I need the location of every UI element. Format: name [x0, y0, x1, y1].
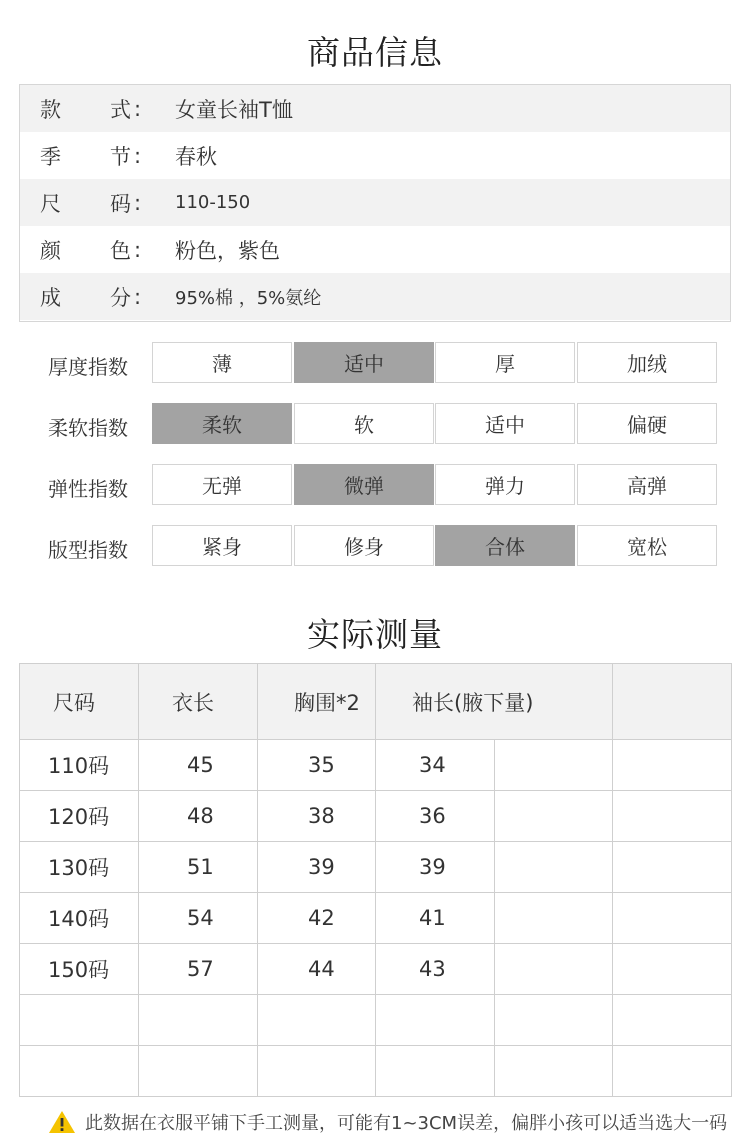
table-cell: 130码 — [20, 842, 139, 893]
table-cell — [613, 740, 732, 791]
table-row — [20, 944, 732, 995]
table-cell — [495, 893, 613, 944]
table-cell: 54 — [139, 893, 258, 944]
index-option: 厚 — [435, 342, 575, 383]
table-cell: 34 — [376, 740, 495, 791]
table-cell: 48 — [139, 791, 258, 842]
table-cell: 44 — [258, 944, 376, 995]
info-key-char-2: 色 — [110, 238, 131, 263]
table-cell — [376, 1046, 495, 1097]
index-label: 弹性指数 — [48, 477, 128, 501]
table-cell: 43 — [376, 944, 495, 995]
table-row — [20, 791, 732, 842]
table-row — [20, 1046, 732, 1097]
table-cell — [495, 1046, 613, 1097]
header-empty — [613, 664, 732, 740]
index-option: 薄 — [152, 342, 292, 383]
info-row-style — [20, 85, 730, 132]
table-cell: 35 — [258, 740, 376, 791]
table-cell — [495, 944, 613, 995]
index-option: 无弹 — [152, 464, 292, 505]
info-key-char-2: 分 — [110, 285, 131, 310]
measurement-title: 实际测量 — [307, 615, 443, 654]
thickness-index-row — [0, 342, 750, 384]
table-cell: 45 — [139, 740, 258, 791]
table-cell: 36 — [376, 791, 495, 842]
table-header-row — [20, 664, 732, 740]
index-option: 弹力 — [435, 464, 575, 505]
table-cell — [376, 995, 495, 1046]
table-cell: 38 — [258, 791, 376, 842]
elasticity-index-row — [0, 464, 750, 506]
table-row — [20, 893, 732, 944]
info-key-char-1: 颜 — [40, 238, 61, 263]
warning-icon — [48, 1110, 76, 1134]
index-option: 修身 — [294, 525, 434, 566]
info-row-material — [20, 273, 730, 320]
index-label: 版型指数 — [48, 538, 128, 562]
info-key-char-1: 尺 — [40, 191, 61, 216]
table-cell: 39 — [376, 842, 495, 893]
header-sleeve: 袖长(腋下量) — [376, 664, 613, 740]
table-cell: 110码 — [20, 740, 139, 791]
table-cell: 140码 — [20, 893, 139, 944]
info-row-season — [20, 132, 730, 179]
table-cell — [258, 1046, 376, 1097]
index-option: 微弹 — [294, 464, 434, 505]
info-key-char-1: 成 — [40, 285, 61, 310]
header-size: 尺码 — [20, 664, 139, 740]
table-cell — [613, 791, 732, 842]
index-option: 合体 — [435, 525, 575, 566]
header-chest — [258, 664, 376, 740]
table-cell: 120码 — [20, 791, 139, 842]
info-colon: : — [134, 284, 142, 309]
notice-text: 此数据在衣服平铺下手工测量，可能有1~3CM误差，偏胖小孩可以适当选大一码 — [85, 1113, 728, 1134]
info-row-size — [20, 179, 730, 226]
index-option: 宽松 — [577, 525, 717, 566]
index-option: 柔软 — [152, 403, 292, 444]
info-value: 女童长袖T恤 — [175, 97, 293, 122]
table-row — [20, 995, 732, 1046]
index-label: 厚度指数 — [48, 355, 128, 379]
info-key-char-1: 款 — [40, 97, 61, 122]
table-cell — [613, 1046, 732, 1097]
info-key-char-1: 季 — [40, 144, 61, 169]
table-cell — [613, 842, 732, 893]
table-cell — [495, 995, 613, 1046]
table-cell — [20, 995, 139, 1046]
table-cell — [495, 740, 613, 791]
info-value: 春秋 — [175, 144, 217, 169]
index-option: 软 — [294, 403, 434, 444]
info-value: 95%棉 ，5%氨纶 — [175, 287, 322, 309]
info-colon: : — [134, 96, 142, 121]
table-cell — [495, 842, 613, 893]
table-cell: 39 — [258, 842, 376, 893]
table-cell — [495, 791, 613, 842]
product-info-title: 商品信息 — [307, 33, 443, 72]
table-cell: 150码 — [20, 944, 139, 995]
table-cell — [139, 995, 258, 1046]
info-value: 粉色，紫色 — [175, 238, 280, 263]
table-cell — [139, 1046, 258, 1097]
info-colon: : — [134, 143, 142, 168]
index-option: 适中 — [294, 342, 434, 383]
table-row — [20, 740, 732, 791]
info-colon: : — [134, 237, 142, 262]
table-cell — [20, 1046, 139, 1097]
product-info-box — [19, 84, 731, 322]
header-length: 衣长 — [139, 664, 258, 740]
index-label: 柔软指数 — [48, 416, 128, 440]
index-option: 紧身 — [152, 525, 292, 566]
info-key-char-2: 码 — [110, 191, 131, 216]
table-cell: 57 — [139, 944, 258, 995]
table-cell — [613, 893, 732, 944]
table-cell: 51 — [139, 842, 258, 893]
table-cell: 42 — [258, 893, 376, 944]
table-row — [20, 842, 732, 893]
info-colon: : — [134, 190, 142, 215]
table-cell — [258, 995, 376, 1046]
info-value: 110-150 — [175, 192, 251, 213]
measurement-notice — [48, 1108, 727, 1136]
info-key-char-2: 式 — [110, 97, 131, 122]
table-cell — [613, 944, 732, 995]
info-key-char-2: 节 — [110, 144, 131, 169]
info-row-color — [20, 226, 730, 273]
softness-index-row — [0, 403, 750, 445]
index-option: 加绒 — [577, 342, 717, 383]
table-cell — [613, 995, 732, 1046]
header-chest-label: 胸围*2 — [294, 690, 360, 715]
index-option: 偏硬 — [577, 403, 717, 444]
index-option: 高弹 — [577, 464, 717, 505]
table-cell: 41 — [376, 893, 495, 944]
measurement-table — [19, 663, 732, 1097]
fit-index-row — [0, 525, 750, 567]
index-option: 适中 — [435, 403, 575, 444]
